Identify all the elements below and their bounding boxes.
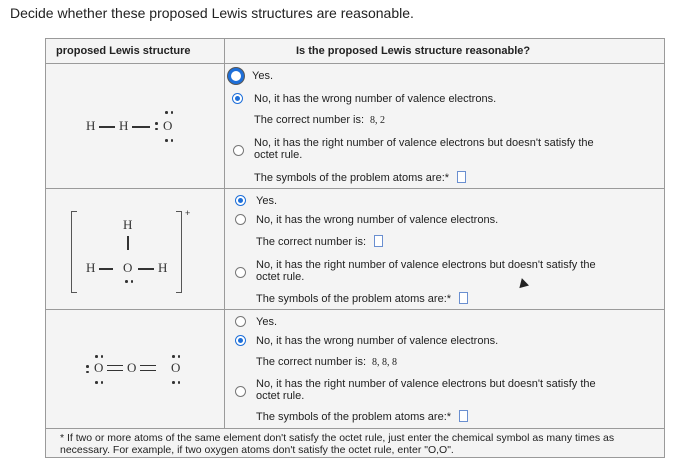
question-prompt: Decide whether these proposed Lewis structures are reasonable.	[10, 5, 414, 21]
row-divider-2	[46, 309, 664, 310]
radio-wrong-valence-1[interactable]	[232, 93, 243, 104]
radio-octet-1[interactable]	[233, 145, 244, 156]
atom-o: O	[171, 360, 181, 375]
lone-pair-bottom	[95, 381, 103, 384]
atom-o: O	[163, 118, 173, 133]
double-bond	[140, 365, 156, 371]
atom-h: H	[158, 260, 168, 275]
atom-h: H	[119, 118, 129, 133]
radio-yes-1[interactable]	[228, 68, 244, 84]
charge-plus: +	[185, 208, 191, 218]
correct-number-row-2	[256, 235, 383, 248]
table-header	[46, 39, 664, 64]
lone-pair-bottom	[165, 139, 173, 142]
option-octet-3: No, it has the right number of valence electrons but doesn't satisfy the octet rule.	[256, 378, 596, 402]
option-yes-1: Yes.	[252, 70, 274, 82]
single-bond	[99, 268, 113, 270]
lewis-table	[45, 38, 665, 458]
atom-h: H	[86, 118, 96, 133]
radio-octet-3[interactable]	[235, 386, 246, 397]
lone-pair-top	[165, 111, 173, 114]
bracket-right	[176, 211, 182, 293]
correct-number-label-3: The correct number is:	[256, 356, 367, 368]
double-bond	[107, 365, 123, 371]
correct-number-value-1[interactable]: 8, 2	[370, 115, 386, 126]
symbols-row-2	[256, 292, 468, 305]
symbols-label-3: The symbols of the problem atoms are:*	[256, 411, 452, 423]
lone-pair-left	[86, 365, 89, 373]
symbols-input-3[interactable]	[459, 410, 468, 422]
lone-pair-bottom	[125, 280, 133, 283]
atom-o: O	[94, 360, 104, 375]
single-bond	[138, 268, 154, 270]
atom-o: O	[123, 260, 133, 275]
header-proposed-structure: proposed Lewis structure	[56, 45, 191, 57]
symbols-label-2: The symbols of the problem atoms are:*	[256, 293, 452, 305]
column-divider	[224, 39, 225, 428]
correct-number-row-1	[254, 114, 385, 126]
atom-o: O	[127, 360, 137, 375]
atom-h: H	[123, 217, 133, 232]
option-octet-1: No, it has the right number of valence electrons but doesn't satisfy the octet rule.	[254, 137, 594, 161]
radio-yes-2[interactable]	[235, 195, 246, 206]
single-bond	[127, 236, 129, 250]
lone-pair-bottom	[172, 381, 180, 384]
correct-number-input-2[interactable]	[374, 235, 383, 247]
single-bond	[99, 126, 115, 128]
symbols-row-3	[256, 410, 468, 423]
lone-pair-top	[172, 355, 180, 358]
correct-number-label-2: The correct number is:	[256, 236, 367, 248]
single-bond	[132, 126, 150, 128]
lone-pair-left	[155, 122, 158, 130]
option-yes-3: Yes.	[256, 316, 278, 328]
symbols-input-2[interactable]	[459, 292, 468, 304]
option-wrong-valence-3: No, it has the wrong number of valence electrons.	[256, 335, 499, 347]
correct-number-row-3	[256, 356, 397, 368]
symbols-input-1[interactable]	[457, 171, 466, 183]
atom-h: H	[86, 260, 96, 275]
option-wrong-valence-2: No, it has the wrong number of valence electrons.	[256, 214, 499, 226]
header-reasonable: Is the proposed Lewis structure reasonable?	[296, 45, 531, 57]
option-yes-2: Yes.	[256, 195, 278, 207]
correct-number-value-3[interactable]: 8, 8, 8	[372, 357, 398, 368]
bracket-left	[71, 211, 77, 293]
radio-wrong-valence-3[interactable]	[235, 335, 246, 346]
symbols-row-1	[254, 171, 466, 184]
radio-yes-3[interactable]	[235, 316, 246, 327]
row-divider-1	[46, 188, 664, 189]
option-octet-2: No, it has the right number of valence electrons but doesn't satisfy the octet rule.	[256, 259, 596, 283]
lone-pair-top	[95, 355, 103, 358]
option-wrong-valence-1: No, it has the wrong number of valence electrons.	[254, 93, 497, 105]
octet-footnote: * If two or more atoms of the same element don't satisfy the octet rule, just enter the chemical symbol as many times as necessary. For example, if two oxygen atoms don't satisfy the octet rule, enter "O,O".	[46, 428, 664, 459]
radio-wrong-valence-2[interactable]	[235, 214, 246, 225]
radio-octet-2[interactable]	[235, 267, 246, 278]
symbols-label-1: The symbols of the problem atoms are:*	[254, 172, 450, 184]
correct-number-label-1: The correct number is:	[254, 114, 365, 126]
